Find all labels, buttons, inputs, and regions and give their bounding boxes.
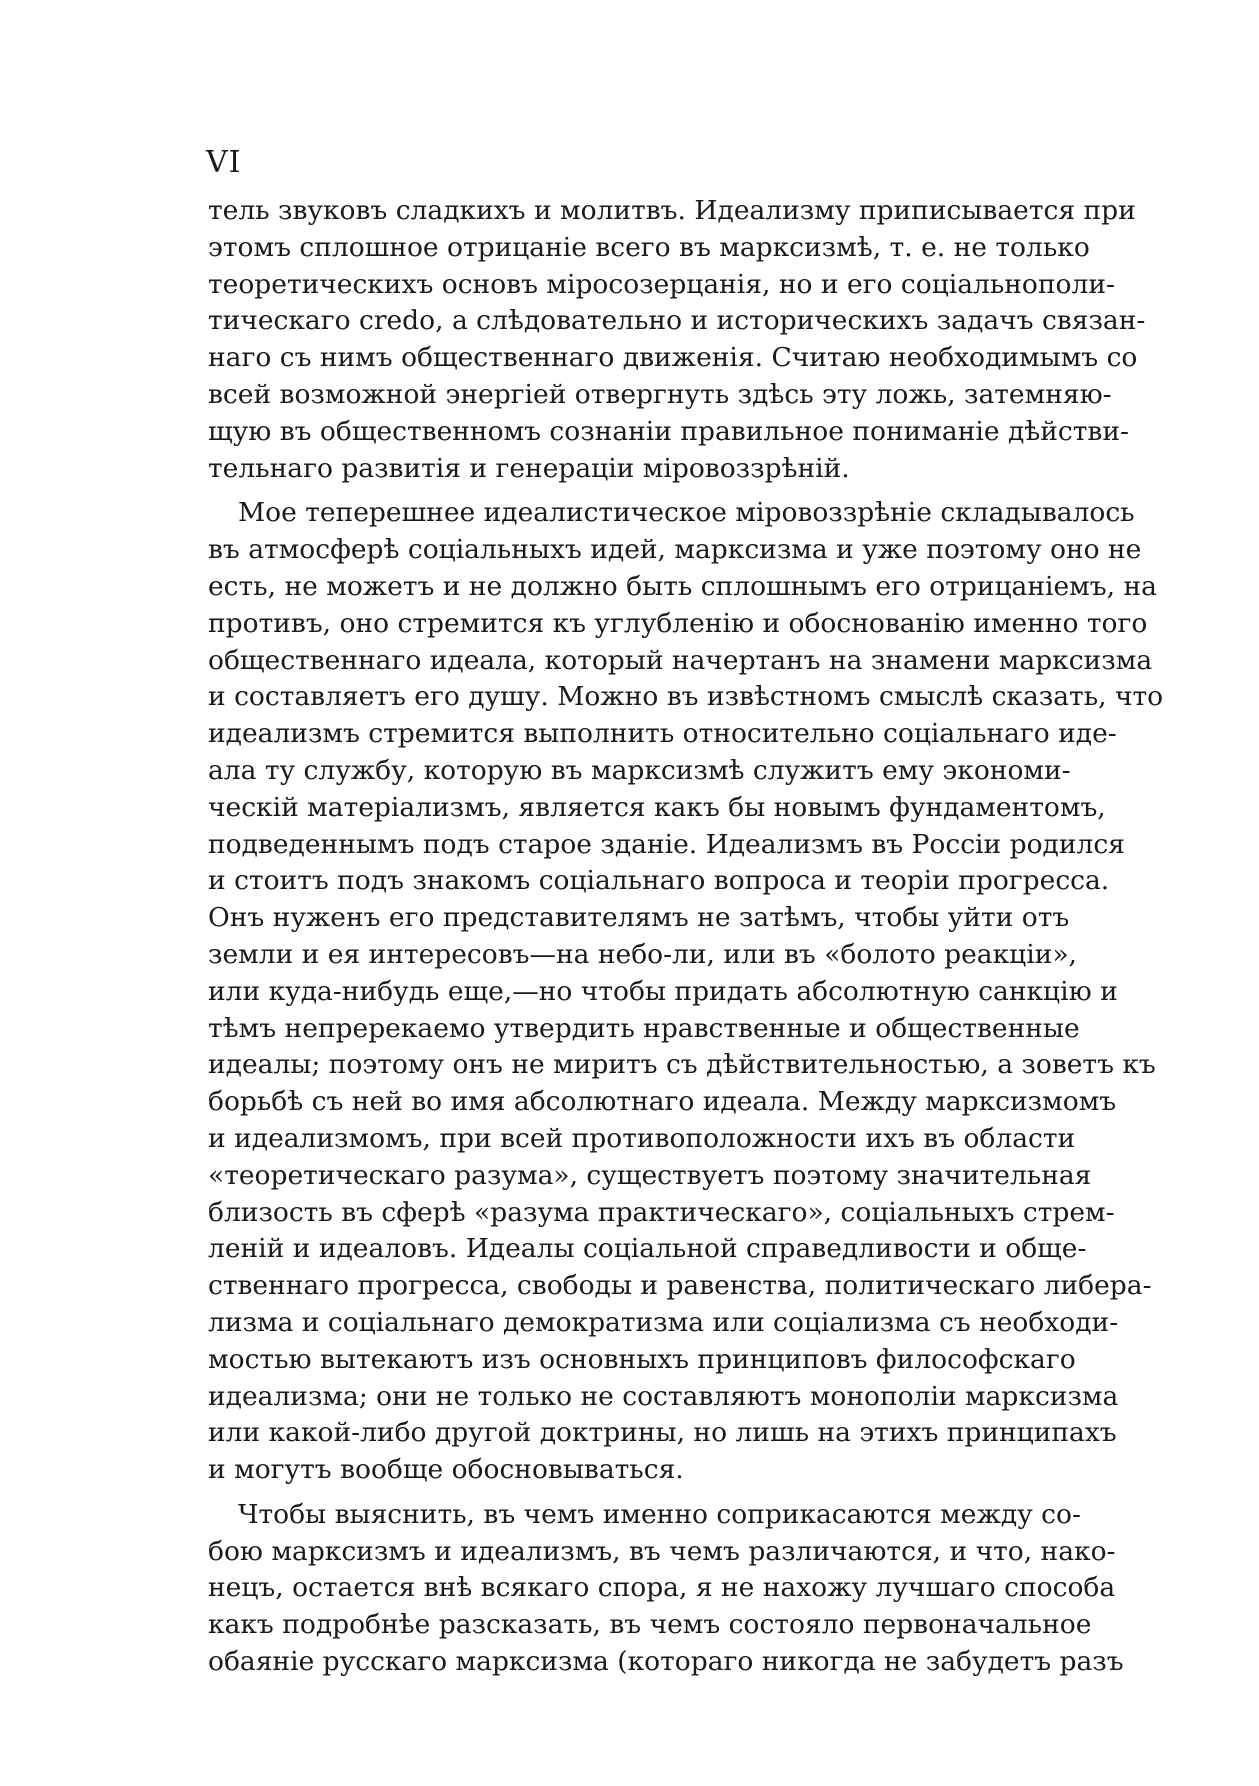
text-line: противъ, оно стремится къ углубленію и обоснованію именно того — [208, 607, 1148, 639]
text-line: бою марксизмъ и идеализмъ, въ чемъ различаются, и что, нако- — [208, 1535, 1116, 1567]
text-line: есть, не можетъ и не должно быть сплошнымъ его отрицаніемъ, на — [208, 570, 1157, 602]
text-line: идеализмъ стремится выполнить относительно соціальнаго иде- — [208, 718, 1117, 750]
text-line: и идеализмомъ, при всей противоположности ихъ въ области — [208, 1122, 1076, 1154]
text-line: идеализма; они не только не составляютъ монополіи марксизма — [208, 1380, 1119, 1412]
text-line: тѣмъ непререкаемо утвердить нравственные и общественные — [208, 1012, 1080, 1044]
text-line: въ атмосферѣ соціальныхъ идей, марксизма и уже поэтому оно не — [208, 534, 1142, 566]
text-line: и составляетъ его душу. Можно въ извѣстномъ смыслѣ сказать, что — [208, 681, 1164, 713]
text-line: леній и идеаловъ. Идеалы соціальной справедливости и обще- — [208, 1233, 1087, 1265]
text-line: ственнаго прогресса, свободы и равенства, политическаго либера- — [208, 1270, 1152, 1302]
text-line: наго съ нимъ общественнаго движенія. Считаю необходимымъ со — [208, 342, 1138, 374]
text-line: теоретическихъ основъ міросозерцанія, но и его соціальнополи- — [208, 268, 1115, 300]
page-number: VI — [206, 145, 242, 180]
body-text — [208, 193, 1164, 1681]
text-line: тельнаго развитія и генераціи міровоззрѣній. — [208, 452, 850, 484]
text-line: этомъ сплошное отрицаніе всего въ марксизмѣ, т. е. не только — [208, 231, 1090, 263]
text-line: или какой-либо другой доктрины, но лишь на этихъ принципахъ — [208, 1417, 1117, 1449]
text-line: ческій матеріализмъ, является какъ бы новымъ фундаментомъ, — [208, 791, 1106, 823]
text-line: ала ту службу, которую въ марксизмѣ служитъ ему экономи- — [208, 754, 1071, 786]
text-line: подведеннымъ подъ старое зданіе. Идеализмъ въ Россіи родился — [208, 828, 1125, 860]
text-line: общественнаго идеала, который начертанъ на знамени марксизма — [208, 644, 1153, 676]
paragraph-gap — [208, 1489, 1054, 1497]
text-line: и стоитъ подъ знакомъ соціальнаго вопроса и теоріи прогресса. — [208, 865, 1110, 897]
text-line: нецъ, остается внѣ всякаго спора, я не нахожу лучшаго способа — [208, 1572, 1116, 1604]
text-line: Чтобы выяснить, въ чемъ именно соприкасаются между со- — [238, 1498, 1081, 1530]
text-line: идеалы; поэтому онъ не миритъ съ дѣйствительностью, а зоветъ къ — [208, 1049, 1156, 1081]
text-line: близость въ сферѣ «разума практическаго», соціальныхъ стрем- — [208, 1196, 1115, 1228]
text-line: обаяніе русскаго марксизма (котораго никогда не забудетъ разъ — [208, 1646, 1124, 1678]
text-line: тель звуковъ сладкихъ и молитвъ. Идеализму приписывается при — [208, 195, 1136, 226]
text-line: земли и ея интересовъ—на небо-ли, или въ «болото реакціи», — [208, 938, 1077, 970]
paragraph-gap — [208, 487, 1054, 495]
text-line: лизма и соціальнаго демократизма или соціализма съ необходи- — [208, 1306, 1119, 1338]
text-line: Онъ нуженъ его представителямъ не затѣмъ, чтобы уйти отъ — [208, 902, 1070, 934]
text-line: борьбѣ съ ней во имя абсолютнаго идеала. Между марксизмомъ — [208, 1086, 1117, 1118]
text-line: Мое теперешнее идеалистическое міровоззрѣніе складывалось — [238, 497, 1135, 529]
text-line: щую въ общественномъ сознаніи правильное пониманіе дѣйстви- — [208, 415, 1129, 447]
text-line: или куда-нибудь еще,—но чтобы придать абсолютную санкцію и — [208, 975, 1118, 1007]
text-line: и могутъ вообще обосновываться. — [208, 1454, 684, 1486]
text-line: всей возможной энергіей отвергнуть здѣсь эту ложь, затемняю- — [208, 378, 1112, 410]
text-line: какъ подробнѣе разсказать, въ чемъ состояло первоначальное — [208, 1609, 1092, 1641]
text-line: мостью вытекаютъ изъ основныхъ принциповъ философскаго — [208, 1343, 1076, 1375]
text-line: «теоретическаго разума», существуетъ поэтому значительная — [208, 1159, 1092, 1191]
text-line: тическаго credo, а слѣдовательно и историческихъ задачъ связан- — [208, 305, 1146, 337]
